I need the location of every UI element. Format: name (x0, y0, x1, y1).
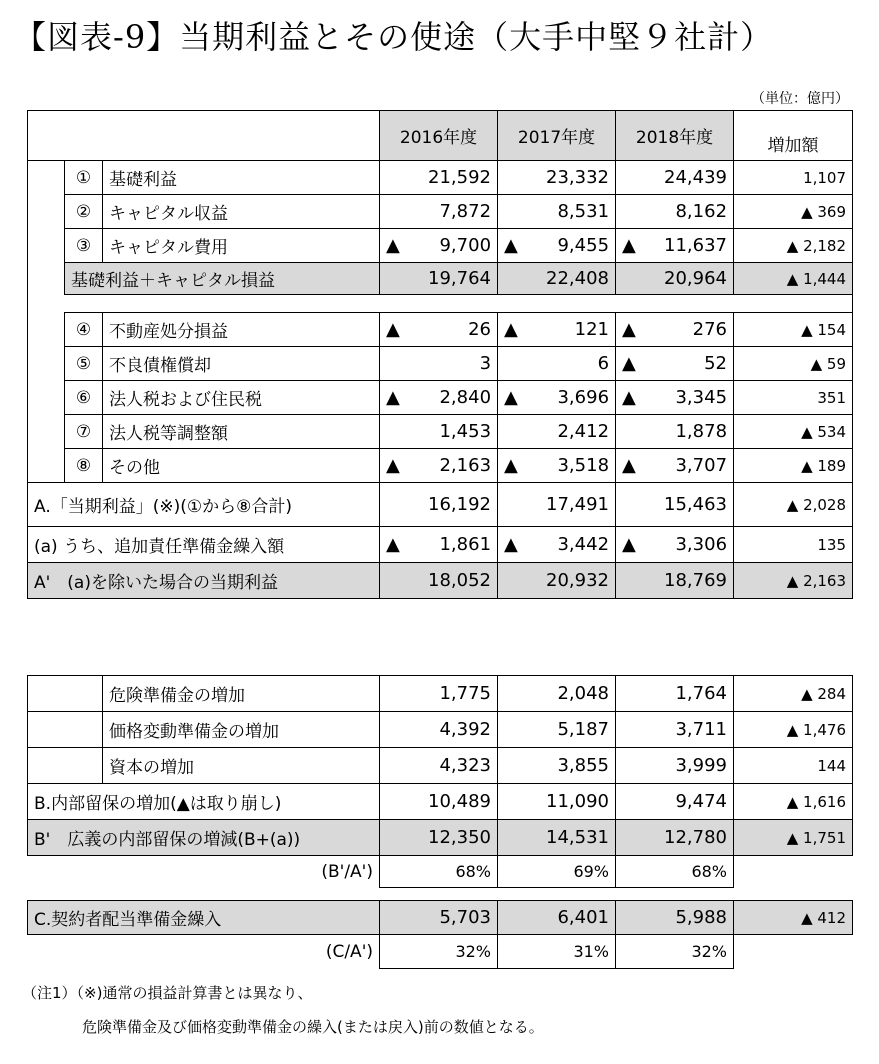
row-number: ⑧ (65, 449, 103, 483)
cell: 20,932 (498, 563, 616, 599)
row-A-prime (28, 563, 853, 599)
cell: 3,999 (616, 748, 734, 784)
cell: 7,872 (380, 195, 498, 229)
triangle-icon: ▲ (504, 319, 518, 340)
row-label: 価格変動準備金の増加 (103, 712, 380, 748)
row-label: 基礎利益＋キャピタル損益 (65, 263, 380, 295)
triangle-icon: ▲ (504, 387, 518, 408)
cell: 1,861 (439, 534, 492, 555)
footnote-1: （注1）（※)通常の損益計算書とは異なり、 (22, 984, 313, 1002)
triangle-icon: ▲ (622, 235, 636, 256)
table-row (28, 161, 853, 195)
row-label: 基礎利益 (103, 161, 380, 195)
cell: 32% (616, 935, 734, 969)
row-number: ⑦ (65, 415, 103, 449)
cell: 5,703 (380, 901, 498, 935)
cell: ▲ 1,444 (734, 263, 853, 295)
cell: 15,463 (616, 483, 734, 527)
row-number: ② (65, 195, 103, 229)
cell: 3,442 (557, 534, 610, 555)
row-label: A' (a)を除いた場合の当期利益 (28, 563, 380, 599)
table-row (28, 229, 853, 263)
row-label: B' 広義の内部留保の増減(B+(a)) (28, 820, 380, 856)
triangle-icon: ▲ (386, 319, 400, 340)
row-label: (a) うち、追加責任準備金繰入額 (28, 527, 380, 563)
col-2016: 2016年度 (380, 111, 498, 161)
cell: ▲ 284 (734, 676, 853, 712)
cell: ▲ 534 (734, 415, 853, 449)
cell: ▲ 369 (734, 195, 853, 229)
triangle-icon: ▲ (622, 387, 636, 408)
row-label: その他 (103, 449, 380, 483)
cell: 18,052 (380, 563, 498, 599)
row-a (28, 527, 853, 563)
cell: 68% (616, 856, 734, 888)
unit-label: （単位：億円） (751, 91, 849, 107)
cell: 69% (498, 856, 616, 888)
row-label: 法人税および住民税 (103, 381, 380, 415)
table-row (28, 449, 853, 483)
ratio-B-row (28, 856, 853, 888)
header-row (28, 111, 853, 161)
cell: 5,187 (498, 712, 616, 748)
cell: 3,518 (557, 455, 610, 476)
cell: ▲ 59 (734, 347, 853, 381)
cell: 2,412 (498, 415, 616, 449)
cell: 1,878 (616, 415, 734, 449)
ratio-C-row (28, 935, 853, 969)
row-label: 資本の増加 (103, 748, 380, 784)
cell: 9,455 (557, 235, 610, 256)
cell: ▲ 2,182 (734, 229, 853, 263)
row-label: 不動産処分損益 (103, 313, 380, 347)
cell: ▲ 2,028 (734, 483, 853, 527)
col-2018: 2018年度 (616, 111, 734, 161)
triangle-icon: ▲ (386, 235, 400, 256)
cell: 4,323 (380, 748, 498, 784)
sum-row (28, 263, 853, 295)
row-number: ① (65, 161, 103, 195)
row-label: A.「当期利益」(※)(①から⑧合計) (28, 483, 380, 527)
cell: 2,048 (498, 676, 616, 712)
table-row (28, 347, 853, 381)
triangle-icon: ▲ (386, 534, 400, 555)
cell: 8,531 (498, 195, 616, 229)
row-A (28, 483, 853, 527)
triangle-icon: ▲ (622, 353, 636, 374)
cell: 351 (734, 381, 853, 415)
page-title: 【図表-9】当期利益とその使途（大手中堅９社計） (14, 18, 774, 56)
cell: ▲ 1,476 (734, 712, 853, 748)
cell: 12,350 (380, 820, 498, 856)
cell: 1,764 (616, 676, 734, 712)
cell: 11,637 (664, 235, 728, 256)
triangle-icon: ▲ (622, 455, 636, 476)
cell: 9,700 (439, 235, 492, 256)
cell: 6,401 (498, 901, 616, 935)
cell: 24,439 (616, 161, 734, 195)
triangle-icon: ▲ (504, 455, 518, 476)
col-increase: 増加額 (734, 111, 853, 161)
cell: 52 (704, 353, 728, 374)
cell: 20,964 (616, 263, 734, 295)
row-number: ③ (65, 229, 103, 263)
table-row (28, 712, 853, 748)
profit-table (27, 110, 853, 599)
row-label: C.契約者配当準備金繰入 (28, 901, 380, 935)
cell: 3,707 (675, 455, 728, 476)
cell: 11,090 (498, 784, 616, 820)
cell: 3,711 (616, 712, 734, 748)
triangle-icon: ▲ (504, 235, 518, 256)
table-row (28, 415, 853, 449)
triangle-icon: ▲ (386, 387, 400, 408)
cell: 1,107 (734, 161, 853, 195)
retention-table (27, 675, 853, 888)
cell: 18,769 (616, 563, 734, 599)
cell: ▲ 154 (734, 313, 853, 347)
cell: 144 (734, 748, 853, 784)
row-label: キャピタル費用 (103, 229, 380, 263)
row-label: B.内部留保の増加(▲は取り崩し) (28, 784, 380, 820)
cell: 5,988 (616, 901, 734, 935)
row-C (28, 901, 853, 935)
cell: 19,764 (380, 263, 498, 295)
triangle-icon: ▲ (504, 534, 518, 555)
row-B-prime (28, 820, 853, 856)
cell: 10,489 (380, 784, 498, 820)
col-2017: 2017年度 (498, 111, 616, 161)
row-B (28, 784, 853, 820)
dividend-table (27, 900, 853, 969)
cell: 121 (574, 319, 610, 340)
row-number: ⑥ (65, 381, 103, 415)
cell: 14,531 (498, 820, 616, 856)
cell: 21,592 (380, 161, 498, 195)
row-label: キャピタル収益 (103, 195, 380, 229)
cell: 2,163 (439, 455, 492, 476)
row-label: (C/A') (325, 941, 373, 962)
cell: 26 (468, 319, 492, 340)
cell: 4,392 (380, 712, 498, 748)
row-label: 危険準備金の増加 (103, 676, 380, 712)
cell: 22,408 (498, 263, 616, 295)
cell: 32% (380, 935, 498, 969)
cell: 276 (692, 319, 728, 340)
row-number: ④ (65, 313, 103, 347)
triangle-icon: ▲ (622, 534, 636, 555)
cell: 8,162 (616, 195, 734, 229)
cell: 31% (498, 935, 616, 969)
table-row (28, 676, 853, 712)
cell: 3,345 (675, 387, 728, 408)
cell: 1,775 (380, 676, 498, 712)
cell: 23,332 (498, 161, 616, 195)
row-number: ⑤ (65, 347, 103, 381)
cell: 135 (734, 527, 853, 563)
cell: 16,192 (380, 483, 498, 527)
cell: 3,855 (498, 748, 616, 784)
table-row (28, 313, 853, 347)
cell: 2,840 (439, 387, 492, 408)
cell: 12,780 (616, 820, 734, 856)
cell: 68% (380, 856, 498, 888)
cell: 6 (498, 347, 616, 381)
triangle-icon: ▲ (386, 455, 400, 476)
row-label: 法人税等調整額 (103, 415, 380, 449)
table-row (28, 748, 853, 784)
table-row (28, 195, 853, 229)
footnote-2: 危険準備金及び価格変動準備金の繰入(または戻入)前の数値となる。 (82, 1018, 544, 1036)
table-row (28, 381, 853, 415)
cell: 1,453 (380, 415, 498, 449)
row-label: 不良債権償却 (103, 347, 380, 381)
cell: 3,696 (557, 387, 610, 408)
cell: 9,474 (616, 784, 734, 820)
cell: 17,491 (498, 483, 616, 527)
cell: ▲ 1,751 (734, 820, 853, 856)
triangle-icon: ▲ (622, 319, 636, 340)
cell: ▲ 412 (734, 901, 853, 935)
cell: 3 (380, 347, 498, 381)
cell: ▲ 2,163 (734, 563, 853, 599)
cell: ▲ 1,616 (734, 784, 853, 820)
cell: ▲ 189 (734, 449, 853, 483)
cell: 3,306 (675, 534, 728, 555)
row-label: (B'/A') (321, 861, 373, 882)
